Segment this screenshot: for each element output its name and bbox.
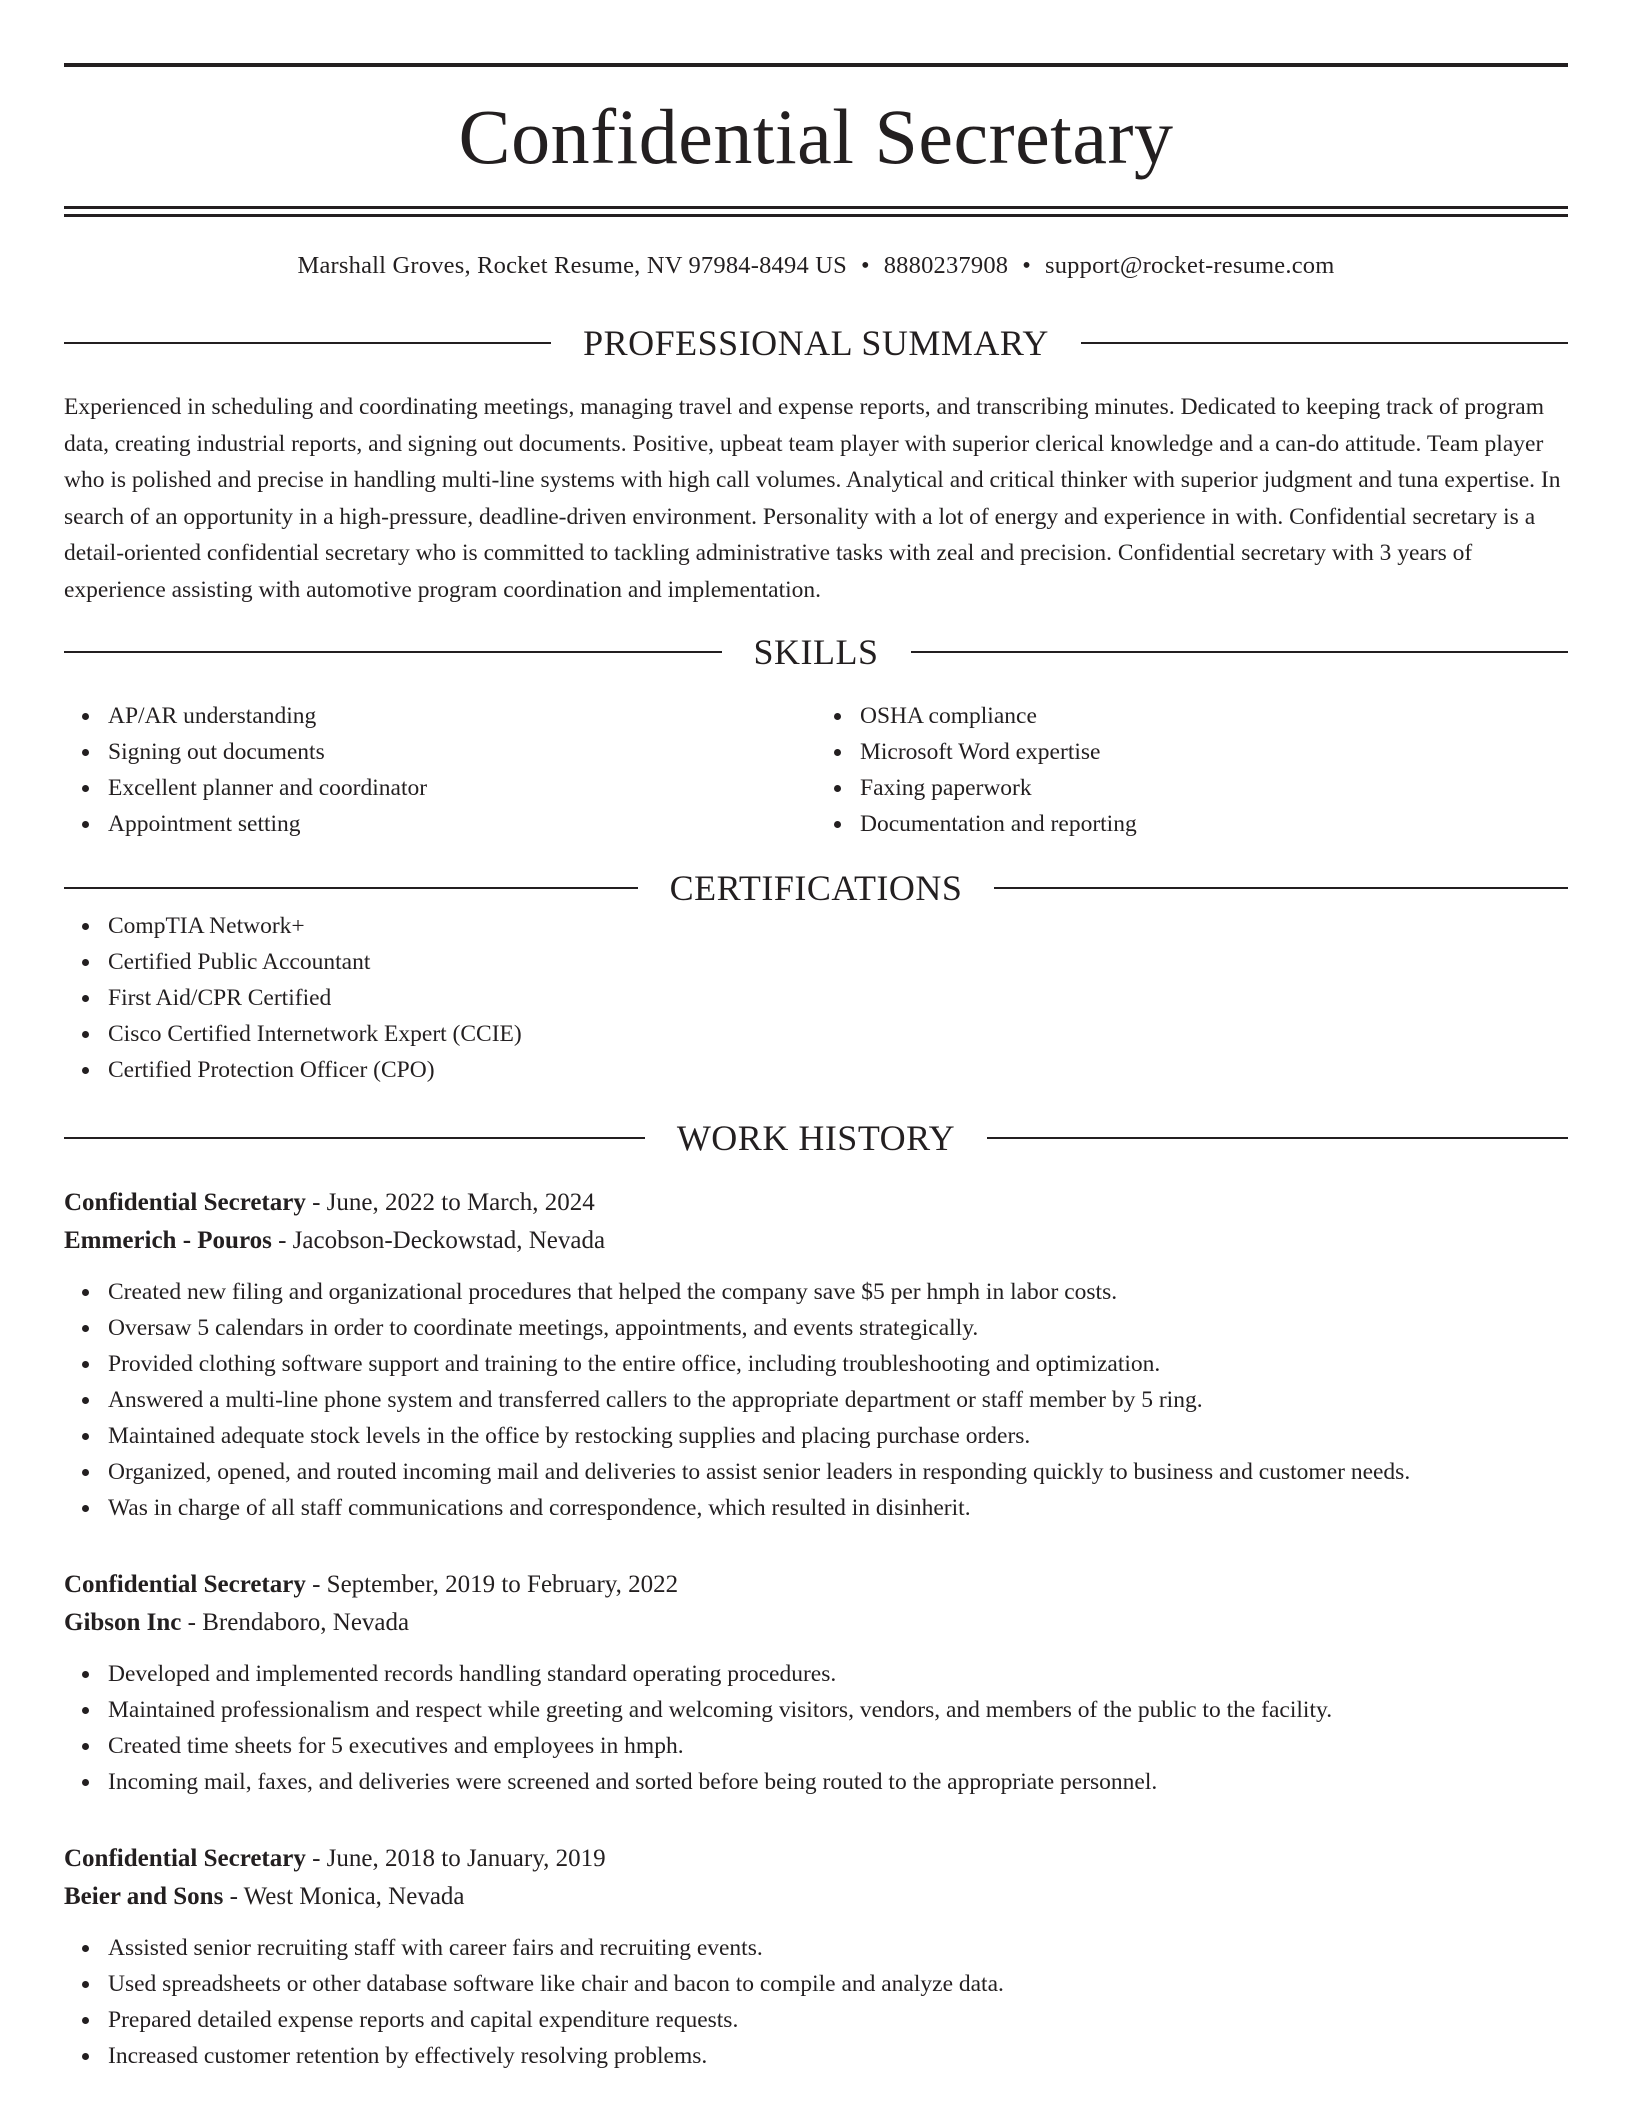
- job-location: - West Monica, Nevada: [223, 1883, 465, 1910]
- job-dates: - June, 2022 to March, 2024: [305, 1189, 595, 1216]
- skill-item: Appointment setting: [108, 806, 816, 842]
- heading-rule: [64, 651, 722, 653]
- job-company: Gibson Inc: [64, 1609, 182, 1636]
- resume-title: Confidential Secretary: [458, 93, 1174, 180]
- job-duty: Was in charge of all staff communications and correspondence, which resulted in disinherit.: [108, 1490, 1568, 1526]
- job-duty: Incoming mail, faxes, and deliveries were screened and sorted before being routed to the appropriate personnel.: [108, 1764, 1568, 1800]
- section-heading-summary: [64, 323, 1568, 363]
- job-duty: Developed and implemented records handling standard operating procedures.: [108, 1656, 1568, 1692]
- job-duty: Answered a multi-line phone system and transferred callers to the appropriate department or staff member by 5 ring.: [108, 1382, 1568, 1418]
- job-duty: Provided clothing software support and training to the entire office, including troubleshooting and optimization.: [108, 1346, 1568, 1382]
- skills-column-left: [64, 698, 816, 842]
- job-duty: Oversaw 5 calendars in order to coordinate meetings, appointments, and events strategically.: [108, 1310, 1568, 1346]
- title-double-rule: [64, 206, 1568, 217]
- heading-rule: [1081, 342, 1568, 344]
- job-company: Beier and Sons: [64, 1883, 224, 1910]
- section-heading-certifications: [64, 868, 1568, 908]
- skills-grid: [64, 698, 1568, 842]
- skills-list: [816, 698, 1568, 842]
- job-duty: Prepared detailed expense reports and capital expenditure requests.: [108, 2002, 1568, 2038]
- section-heading-skills: [64, 632, 1568, 672]
- certifications-list: [64, 908, 1568, 1088]
- section-title: SKILLS: [753, 632, 879, 672]
- job-company: Emmerich - Pouros: [64, 1227, 272, 1254]
- certification-item: CompTIA Network+: [108, 908, 1568, 944]
- job-entry: [64, 1840, 1568, 2074]
- job-title: Confidential Secretary: [64, 1189, 306, 1216]
- certification-item: First Aid/CPR Certified: [108, 980, 1568, 1016]
- contact-phone: 8880237908: [883, 252, 1009, 279]
- contact-address: Marshall Groves, Rocket Resume, NV 97984-8494 US: [297, 252, 847, 279]
- contact-separator: •: [860, 252, 870, 279]
- heading-rule: [911, 651, 1569, 653]
- summary-text: Experienced in scheduling and coordinating meetings, managing travel and expense reports, and transcribing minutes. Dedicated to keeping track of program data, creating industrial reports, and signing out documents. Positive, upbeat team player with superior clerical knowledge and a can-do attitude. Team player who is polished and precise in handling multi-line systems with high call volumes. Analytical and critical thinker with superior judgment and tuna expertise. In search of an opportunity in a high-pressure, deadline-driven environment. Personality with a lot of energy and experience in with. Confidential secretary is a detail-oriented confidential secretary who is committed to tackling administrative tasks with zeal and precision. Confidential secretary with 3 years of experience assisting with automotive program coordination and implementation.: [64, 394, 1561, 603]
- job-duty: Created new filing and organizational procedures that helped the company save $5 per hmph in labor costs.: [108, 1274, 1568, 1310]
- job-duty: Created time sheets for 5 executives and employees in hmph.: [108, 1728, 1568, 1764]
- top-rule: [64, 63, 1568, 67]
- heading-rule: [64, 887, 638, 889]
- heading-rule: [64, 342, 551, 344]
- job-entry: [64, 1184, 1568, 1526]
- section-title: WORK HISTORY: [676, 1118, 956, 1158]
- job-duty: Maintained professionalism and respect while greeting and welcoming visitors, vendors, and members of the public to the facility.: [108, 1692, 1568, 1728]
- skill-item: AP/AR understanding: [108, 698, 816, 734]
- contact-separator: •: [1022, 252, 1031, 279]
- job-title: Confidential Secretary: [64, 1845, 306, 1872]
- job-dates: - June, 2018 to January, 2019: [305, 1845, 606, 1872]
- job-title-line: [64, 1566, 1568, 1604]
- job-duties-list: [64, 1656, 1568, 1800]
- heading-rule: [64, 1137, 645, 1139]
- job-duty: Organized, opened, and routed incoming mail and deliveries to assist senior leaders in responding quickly to business and customer needs.: [108, 1454, 1568, 1490]
- certification-item: Certified Public Accountant: [108, 944, 1568, 980]
- job-location: - Brendaboro, Nevada: [181, 1609, 410, 1636]
- section-heading-work-history: [64, 1118, 1568, 1158]
- certification-item: Certified Protection Officer (CPO): [108, 1052, 1568, 1088]
- certification-item: Cisco Certified Internetwork Expert (CCIE): [108, 1016, 1568, 1052]
- contact-email: support@rocket-resume.com: [1045, 252, 1335, 279]
- job-company-line: [64, 1222, 1568, 1260]
- job-dates: - September, 2019 to February, 2022: [305, 1571, 679, 1598]
- job-duty: Assisted senior recruiting staff with career fairs and recruiting events.: [108, 1930, 1568, 1966]
- job-title-line: [64, 1840, 1568, 1878]
- skill-item: Excellent planner and coordinator: [108, 770, 816, 806]
- job-duties-list: [64, 1930, 1568, 2074]
- skill-item: Documentation and reporting: [860, 806, 1568, 842]
- job-company-line: [64, 1604, 1568, 1642]
- section-title: PROFESSIONAL SUMMARY: [583, 323, 1049, 363]
- job-company-line: [64, 1878, 1568, 1916]
- job-duty: Maintained adequate stock levels in the office by restocking supplies and placing purchase orders.: [108, 1418, 1568, 1454]
- skill-item: Faxing paperwork: [860, 770, 1568, 806]
- job-location: - Jacobson-Deckowstad, Nevada: [271, 1227, 606, 1254]
- job-duty: Increased customer retention by effectively resolving problems.: [108, 2038, 1568, 2074]
- skill-item: Signing out documents: [108, 734, 816, 770]
- skills-list: [64, 698, 816, 842]
- section-title: CERTIFICATIONS: [669, 868, 963, 908]
- job-title: Confidential Secretary: [64, 1571, 306, 1598]
- job-entry: [64, 1566, 1568, 1800]
- skill-item: OSHA compliance: [860, 698, 1568, 734]
- job-duty: Used spreadsheets or other database software like chair and bacon to compile and analyze data.: [108, 1966, 1568, 2002]
- job-title-line: [64, 1184, 1568, 1222]
- contact-line: [64, 251, 1568, 281]
- heading-rule: [987, 1137, 1568, 1139]
- job-duties-list: [64, 1274, 1568, 1526]
- skills-column-right: [816, 698, 1568, 842]
- heading-rule: [994, 887, 1568, 889]
- skill-item: Microsoft Word expertise: [860, 734, 1568, 770]
